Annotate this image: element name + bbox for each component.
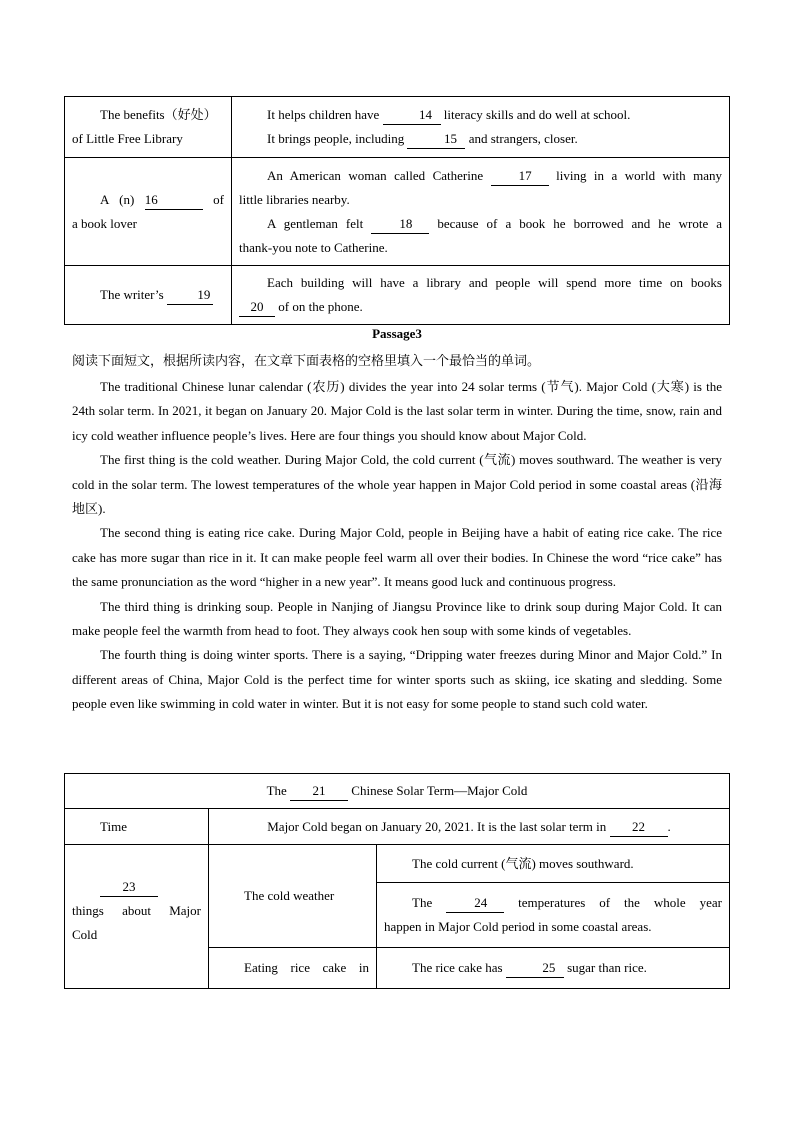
eating-rice-cake-cell: Eating rice cake in bbox=[209, 948, 377, 989]
blank-19[interactable]: 19 bbox=[167, 286, 213, 305]
blank-24[interactable]: 24 bbox=[446, 894, 504, 913]
book-lover-content-cell: An American woman called Catherine 17 living in a world with many little libraries nearby. A gentleman felt 18 because of a book he borrowed and he wrote a thank-you note to Catherine. bbox=[232, 158, 730, 266]
blank-20[interactable]: 20 bbox=[239, 298, 275, 317]
writer-label-cell: The writer’s 19 bbox=[65, 266, 232, 325]
blank-23[interactable]: 23 bbox=[100, 878, 158, 897]
book-lover-label-cell: A (n) 16 of a book lover bbox=[65, 158, 232, 266]
blank-21[interactable]: 21 bbox=[290, 782, 348, 801]
cold-current-cell: The cold current (气流) moves southward. bbox=[377, 845, 730, 883]
benefits-label-cell bbox=[65, 97, 232, 158]
blank-17[interactable]: 17 bbox=[491, 167, 549, 186]
book-lover-label: a book lover bbox=[72, 215, 137, 231]
time-content-cell: Major Cold began on January 20, 2021. It is the last solar term in 22 . bbox=[209, 809, 730, 845]
blank-22[interactable]: 22 bbox=[610, 818, 668, 837]
summary-table-1 bbox=[64, 96, 730, 325]
instruction: 阅读下面短文，根据所读内容，在文章下面表格的空格里填入一个最恰当的单词。 bbox=[72, 354, 541, 369]
paragraph-1: The traditional Chinese lunar calendar (农历) divides the year into 24 solar terms (节气). Major Cold (大寒) is the 24th solar term. In 2021, it began on January 20. Major Cold is the last solar term in winter. During the time, snow, rain and icy cold weather influence people’s lives. Here are four things you should know about Major Cold. bbox=[72, 379, 722, 443]
blank-15[interactable]: 15 bbox=[407, 130, 465, 149]
rice-cake-sugar-cell: The rice cake has 25 sugar than rice. bbox=[377, 948, 730, 989]
paragraph-3: The second thing is eating rice cake. During Major Cold, people in Beijing have a habit of eating rice cake. The rice cake has more sugar than rice in it. It can make people feel warm all over their bodies. In Chinese the word “rice cake” has the same pronunciation as the word “higher in a new year”. It means good luck and continuous progress. bbox=[72, 525, 722, 590]
benefits-label-2: of Little Free Library bbox=[72, 131, 183, 146]
time-label-cell: Time bbox=[65, 809, 209, 845]
table2-header: The 21 Chinese Solar Term—Major Cold bbox=[65, 774, 730, 809]
things-label-cell: 23 things about Major Cold bbox=[65, 845, 209, 989]
paragraph-2: The first thing is the cold weather. During Major Cold, the cold current (气流) moves southward. The weather is very cold in the solar term. The lowest temperatures of the whole year happen in Major Cold period in some coastal areas (沿海地区). bbox=[72, 452, 722, 517]
passage-body bbox=[72, 375, 722, 717]
blank-18[interactable]: 18 bbox=[371, 215, 429, 234]
summary-table-2 bbox=[64, 773, 730, 989]
benefits-label: The benefits（好处） bbox=[100, 107, 217, 122]
benefits-content-cell: It helps children have 14 literacy skills and do well at school. It brings people, including 15 and strangers, closer. bbox=[232, 97, 730, 158]
blank-14[interactable]: 14 bbox=[383, 106, 441, 125]
temperatures-cell: The 24 temperatures of the whole year happen in Major Cold period in some coastal areas. bbox=[377, 883, 730, 948]
writer-content-cell: Each building will have a library and people will spend more time on books 20 of on the phone. bbox=[232, 266, 730, 325]
passage-title: Passage3 bbox=[372, 326, 422, 341]
blank-16[interactable]: 16 bbox=[145, 191, 203, 210]
cold-weather-cell: The cold weather bbox=[209, 845, 377, 948]
paragraph-5: The fourth thing is doing winter sports. There is a saying, “Dripping water freezes during Minor and Major Cold.” In different areas of China, Major Cold is the perfect time for winter sports such as skiing, ice skating and sledding. Some people even like swimming in cold water in winter. But it is not easy for some people to stand such cold water. bbox=[72, 647, 722, 712]
blank-25[interactable]: 25 bbox=[506, 959, 564, 978]
paragraph-4: The third thing is drinking soup. People in Nanjing of Jiangsu Province like to drink soup during Major Cold. It can make people feel the warmth from head to foot. They always cook hen soup with some kinds of vegetables. bbox=[72, 598, 722, 639]
